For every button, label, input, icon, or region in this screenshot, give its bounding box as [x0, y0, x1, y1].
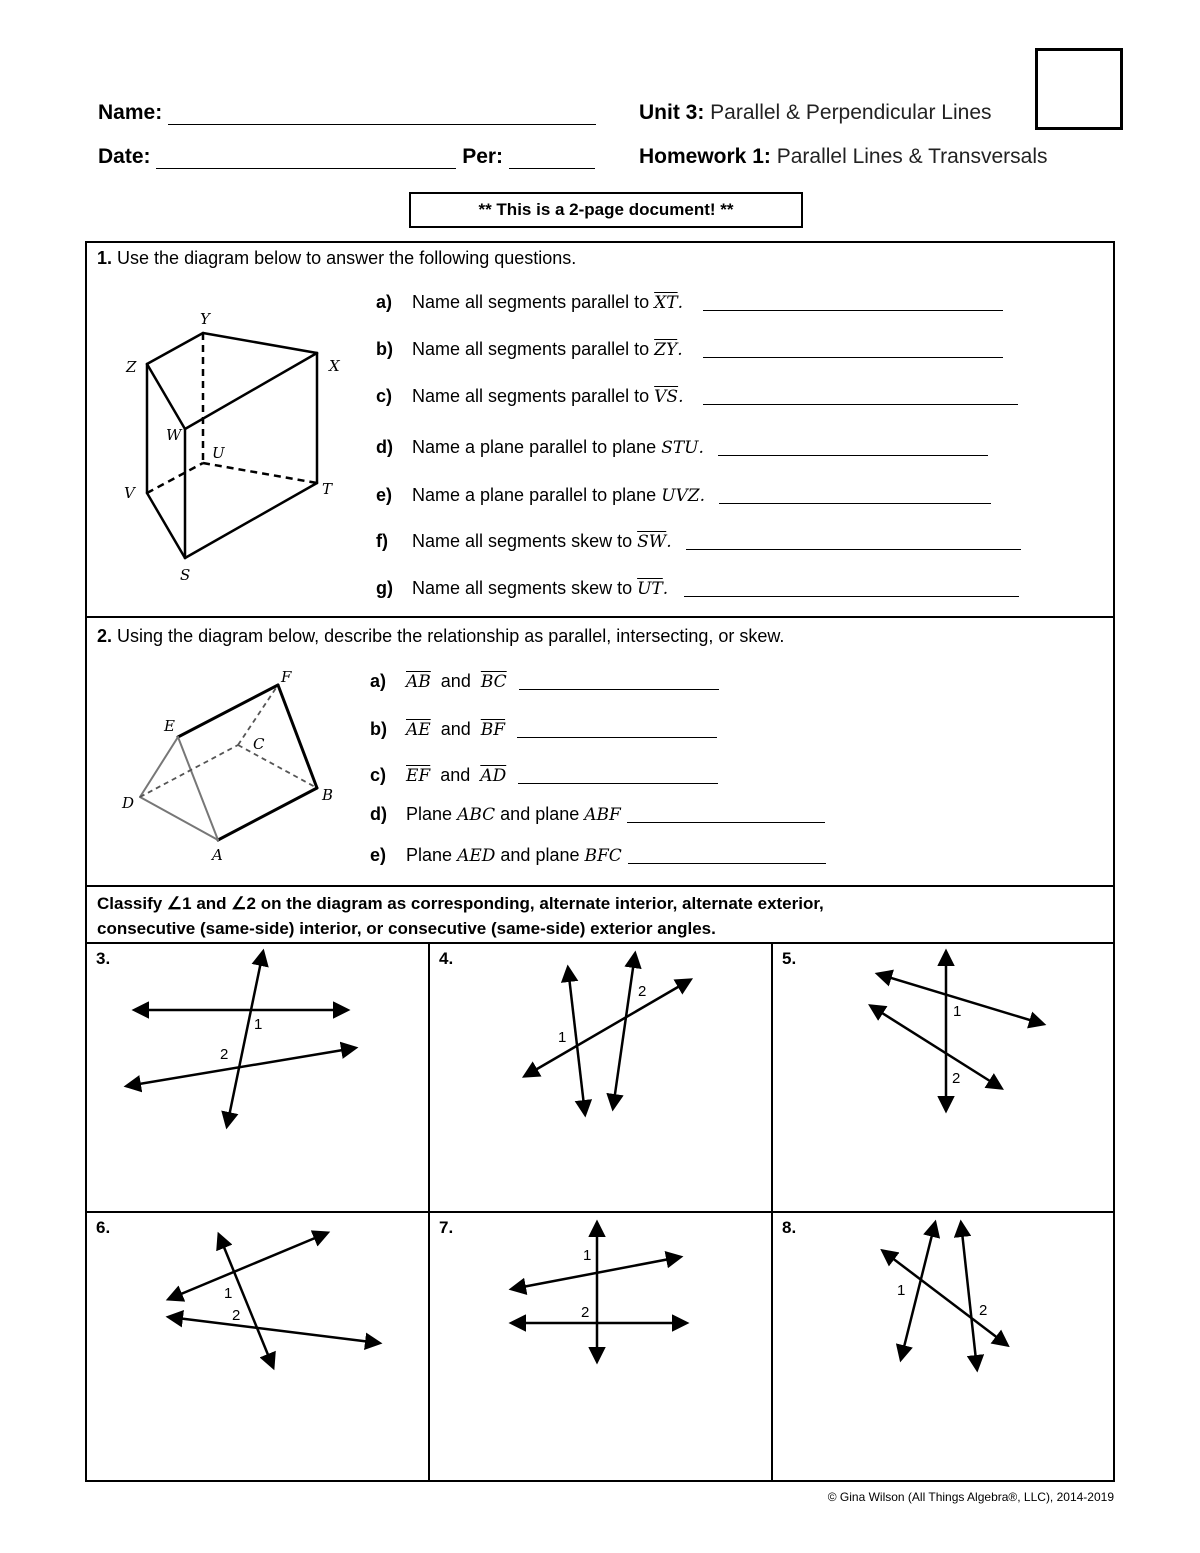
- edge-ST: [185, 483, 317, 558]
- vertex-E: E: [164, 717, 175, 735]
- q1-prompt: [97, 248, 576, 269]
- line-right: [961, 1223, 977, 1369]
- answer-blank[interactable]: [517, 721, 717, 738]
- homework-line: [639, 145, 1048, 169]
- vertex-B: B: [322, 786, 334, 804]
- item-math-2: BFC: [584, 845, 622, 866]
- item-math: UVZ: [661, 485, 700, 506]
- angle-2-label: 2: [232, 1307, 241, 1324]
- vertex-Y: Y: [200, 310, 210, 328]
- classify-line-1: Classify ∠1 and ∠2 on the diagram as corresponding, alternate interior, alternate exterior,: [97, 894, 824, 913]
- item-connector: and: [440, 765, 471, 785]
- line-bottom: [871, 1006, 1001, 1088]
- item-math-1: $\overline{EF}$: [406, 765, 431, 786]
- q2-item-e: [370, 845, 826, 866]
- unit-line: [639, 101, 992, 125]
- edge-EA: [178, 737, 218, 840]
- vertex-C: C: [253, 735, 265, 753]
- edge-ZY: [147, 333, 203, 364]
- name-label: Name:: [98, 101, 163, 124]
- item-label: d): [370, 804, 387, 824]
- angle-1-label: 1: [224, 1285, 233, 1302]
- angle-1-label: 1: [897, 1282, 906, 1299]
- problem-7-number: 7.: [439, 1218, 454, 1237]
- item-text: Name a plane parallel to plane: [412, 485, 657, 505]
- answer-blank[interactable]: [703, 294, 1003, 311]
- item-text: Name all segments skew to: [412, 531, 633, 551]
- item-label: b): [370, 719, 387, 739]
- unit-label: Unit 3:: [639, 101, 705, 124]
- item-label: g): [376, 578, 393, 598]
- answer-blank[interactable]: [686, 533, 1021, 550]
- item-connector: and: [440, 719, 471, 739]
- vertex-S: S: [180, 566, 191, 584]
- item-math-2: $\overline{BF}$: [480, 719, 506, 740]
- item-text: Name all segments skew to: [412, 578, 633, 598]
- item-end: .: [699, 485, 706, 506]
- q2-prompt: [97, 626, 784, 647]
- line-transversal: [227, 952, 263, 1126]
- divider-q2-classify: [85, 885, 1115, 887]
- vertex-W: W: [166, 426, 182, 444]
- problem-5-diagram: [773, 944, 1113, 1210]
- date-line: [98, 145, 595, 169]
- item-text: Name all segments parallel to: [412, 292, 650, 312]
- edge-ED: [140, 737, 178, 797]
- period-field[interactable]: [509, 146, 595, 169]
- edge-WX: [185, 353, 317, 429]
- q1-item-c: [376, 386, 1018, 407]
- problem-4-number: 4.: [439, 949, 454, 968]
- item-math-2: ABF: [584, 804, 621, 825]
- q2-number: 2.: [97, 626, 113, 646]
- two-page-notice: ** This is a 2-page document! **: [409, 192, 803, 228]
- problem-3-number: 3.: [96, 949, 111, 968]
- item-math-1: $\overline{AE}$: [406, 719, 431, 740]
- problem-7-diagram: [430, 1213, 770, 1481]
- angle-1-label: 1: [254, 1016, 263, 1033]
- vertex-D: D: [122, 794, 135, 812]
- line-bottom: [169, 1317, 379, 1343]
- unit-title: Parallel & Perpendicular Lines: [710, 101, 992, 124]
- classify-instructions: [97, 891, 1097, 941]
- item-math-1: ABC: [457, 804, 496, 825]
- q1-item-d: [376, 437, 988, 458]
- item-math: $\overline{XT}$: [654, 292, 678, 313]
- item-end: .: [678, 386, 684, 407]
- angle-1-label: 1: [953, 1003, 962, 1020]
- edge-VU-hidden: [147, 463, 203, 493]
- answer-blank[interactable]: [518, 767, 718, 784]
- item-label: e): [376, 485, 393, 505]
- edge-CB-hidden: [238, 745, 317, 788]
- item-math: $\overline{SW}$: [637, 531, 667, 552]
- name-field[interactable]: [168, 102, 596, 125]
- edge-YX: [203, 333, 317, 353]
- edge-FB: [278, 685, 317, 788]
- vertex-X: X: [329, 357, 340, 375]
- angle-2-label: 2: [581, 1304, 590, 1321]
- angle-1-label: 1: [583, 1247, 592, 1264]
- vertex-F: F: [281, 668, 292, 686]
- homework-label: Homework 1:: [639, 145, 771, 168]
- problem-8-number: 8.: [782, 1218, 797, 1237]
- vertex-T: T: [322, 480, 333, 498]
- date-label: Date:: [98, 145, 151, 168]
- item-prefix: Plane: [406, 804, 453, 824]
- copyright-footer: © Gina Wilson (All Things Algebra®, LLC), 2014-2019: [827, 1490, 1114, 1504]
- q1-item-e: [376, 485, 991, 506]
- item-text: Name all segments parallel to: [412, 386, 650, 406]
- problem-5-number: 5.: [782, 949, 797, 968]
- q2-item-d: [370, 804, 825, 825]
- q2-item-b: [370, 719, 717, 740]
- item-connector: and plane: [500, 845, 580, 865]
- line-right: [613, 954, 635, 1108]
- item-math-1: AED: [457, 845, 496, 866]
- line-transversal: [525, 980, 690, 1076]
- angle-1-label: 1: [558, 1029, 567, 1046]
- item-end: .: [677, 292, 683, 313]
- item-math: $\overline{ZY}$: [654, 339, 678, 360]
- q1-number: 1.: [97, 248, 113, 268]
- item-label: c): [376, 386, 393, 406]
- answer-blank[interactable]: [719, 487, 991, 504]
- angle-2-label: 2: [220, 1046, 229, 1063]
- item-math-1: $\overline{AB}$: [406, 671, 431, 692]
- edge-EF: [178, 685, 278, 737]
- answer-blank[interactable]: [628, 847, 826, 864]
- item-math-2: $\overline{BC}$: [480, 671, 507, 692]
- name-line: [98, 101, 596, 125]
- answer-blank[interactable]: [703, 341, 1003, 358]
- line-left: [568, 968, 585, 1114]
- edge-VS: [147, 493, 185, 558]
- score-box[interactable]: [1035, 48, 1123, 130]
- q2-item-c: [370, 765, 718, 786]
- angle-2-label: 2: [979, 1302, 988, 1319]
- problem-6-diagram: [87, 1213, 427, 1481]
- q1-item-a: [376, 292, 1003, 313]
- q1-item-b: [376, 339, 1003, 360]
- item-label: a): [376, 292, 393, 312]
- item-math: $\overline{VS}$: [654, 386, 679, 407]
- item-label: d): [376, 437, 393, 457]
- q2-item-a: [370, 671, 719, 692]
- item-end: .: [666, 531, 672, 552]
- edge-UT-hidden: [203, 463, 317, 483]
- edge-DA: [140, 797, 218, 840]
- problem-8-diagram: [773, 1213, 1113, 1481]
- q1-item-g: [376, 578, 1019, 599]
- item-prefix: Plane: [406, 845, 453, 865]
- q2-prompt-text: Using the diagram below, describe the relationship as parallel, intersecting, or skew.: [117, 626, 785, 646]
- vertex-V: V: [124, 484, 135, 502]
- homework-title: Parallel Lines & Transversals: [776, 145, 1048, 168]
- triangular-prism-diagram: [110, 660, 350, 870]
- item-end: .: [677, 339, 683, 360]
- item-text: Name all segments parallel to: [412, 339, 650, 359]
- vertex-A: A: [212, 846, 223, 864]
- item-math: STU: [661, 437, 699, 458]
- edge-ZW: [147, 364, 185, 429]
- q1-item-f: [376, 531, 1021, 552]
- problem-6-number: 6.: [96, 1218, 111, 1237]
- answer-blank[interactable]: [703, 388, 1018, 405]
- item-label: e): [370, 845, 387, 865]
- item-math-2: $\overline{AD}$: [480, 765, 507, 786]
- item-label: a): [370, 671, 387, 691]
- problem-3-diagram: [87, 944, 427, 1210]
- problem-4-diagram: [430, 944, 770, 1210]
- angle-2-label: 2: [638, 983, 647, 1000]
- answer-blank[interactable]: [718, 439, 988, 456]
- item-end: .: [698, 437, 704, 458]
- vertex-Z: Z: [126, 358, 137, 376]
- item-label: f): [376, 531, 388, 551]
- answer-blank[interactable]: [519, 673, 719, 690]
- item-end: .: [662, 578, 669, 599]
- edge-BA: [218, 788, 317, 840]
- item-connector: and plane: [500, 804, 580, 824]
- line-left: [901, 1223, 935, 1359]
- answer-blank[interactable]: [627, 806, 825, 823]
- item-label: c): [370, 765, 387, 785]
- date-field[interactable]: [156, 146, 456, 169]
- vertex-U: U: [212, 444, 225, 462]
- per-label: Per:: [462, 145, 504, 168]
- q1-prompt-text: Use the diagram below to answer the following questions.: [117, 248, 577, 268]
- item-connector: and: [440, 671, 471, 691]
- classify-line-2: consecutive (same-side) interior, or consecutive (same-side) exterior angles.: [97, 919, 716, 938]
- edge-DC-hidden: [140, 745, 238, 797]
- prism-diagram: [110, 300, 360, 600]
- line-top: [169, 1233, 327, 1299]
- answer-blank[interactable]: [684, 580, 1019, 597]
- item-math: $\overline{UT}$: [637, 578, 663, 599]
- divider-q1-q2: [85, 616, 1115, 618]
- angle-2-label: 2: [952, 1070, 961, 1087]
- item-text: Name a plane parallel to plane: [412, 437, 657, 457]
- item-label: b): [376, 339, 393, 359]
